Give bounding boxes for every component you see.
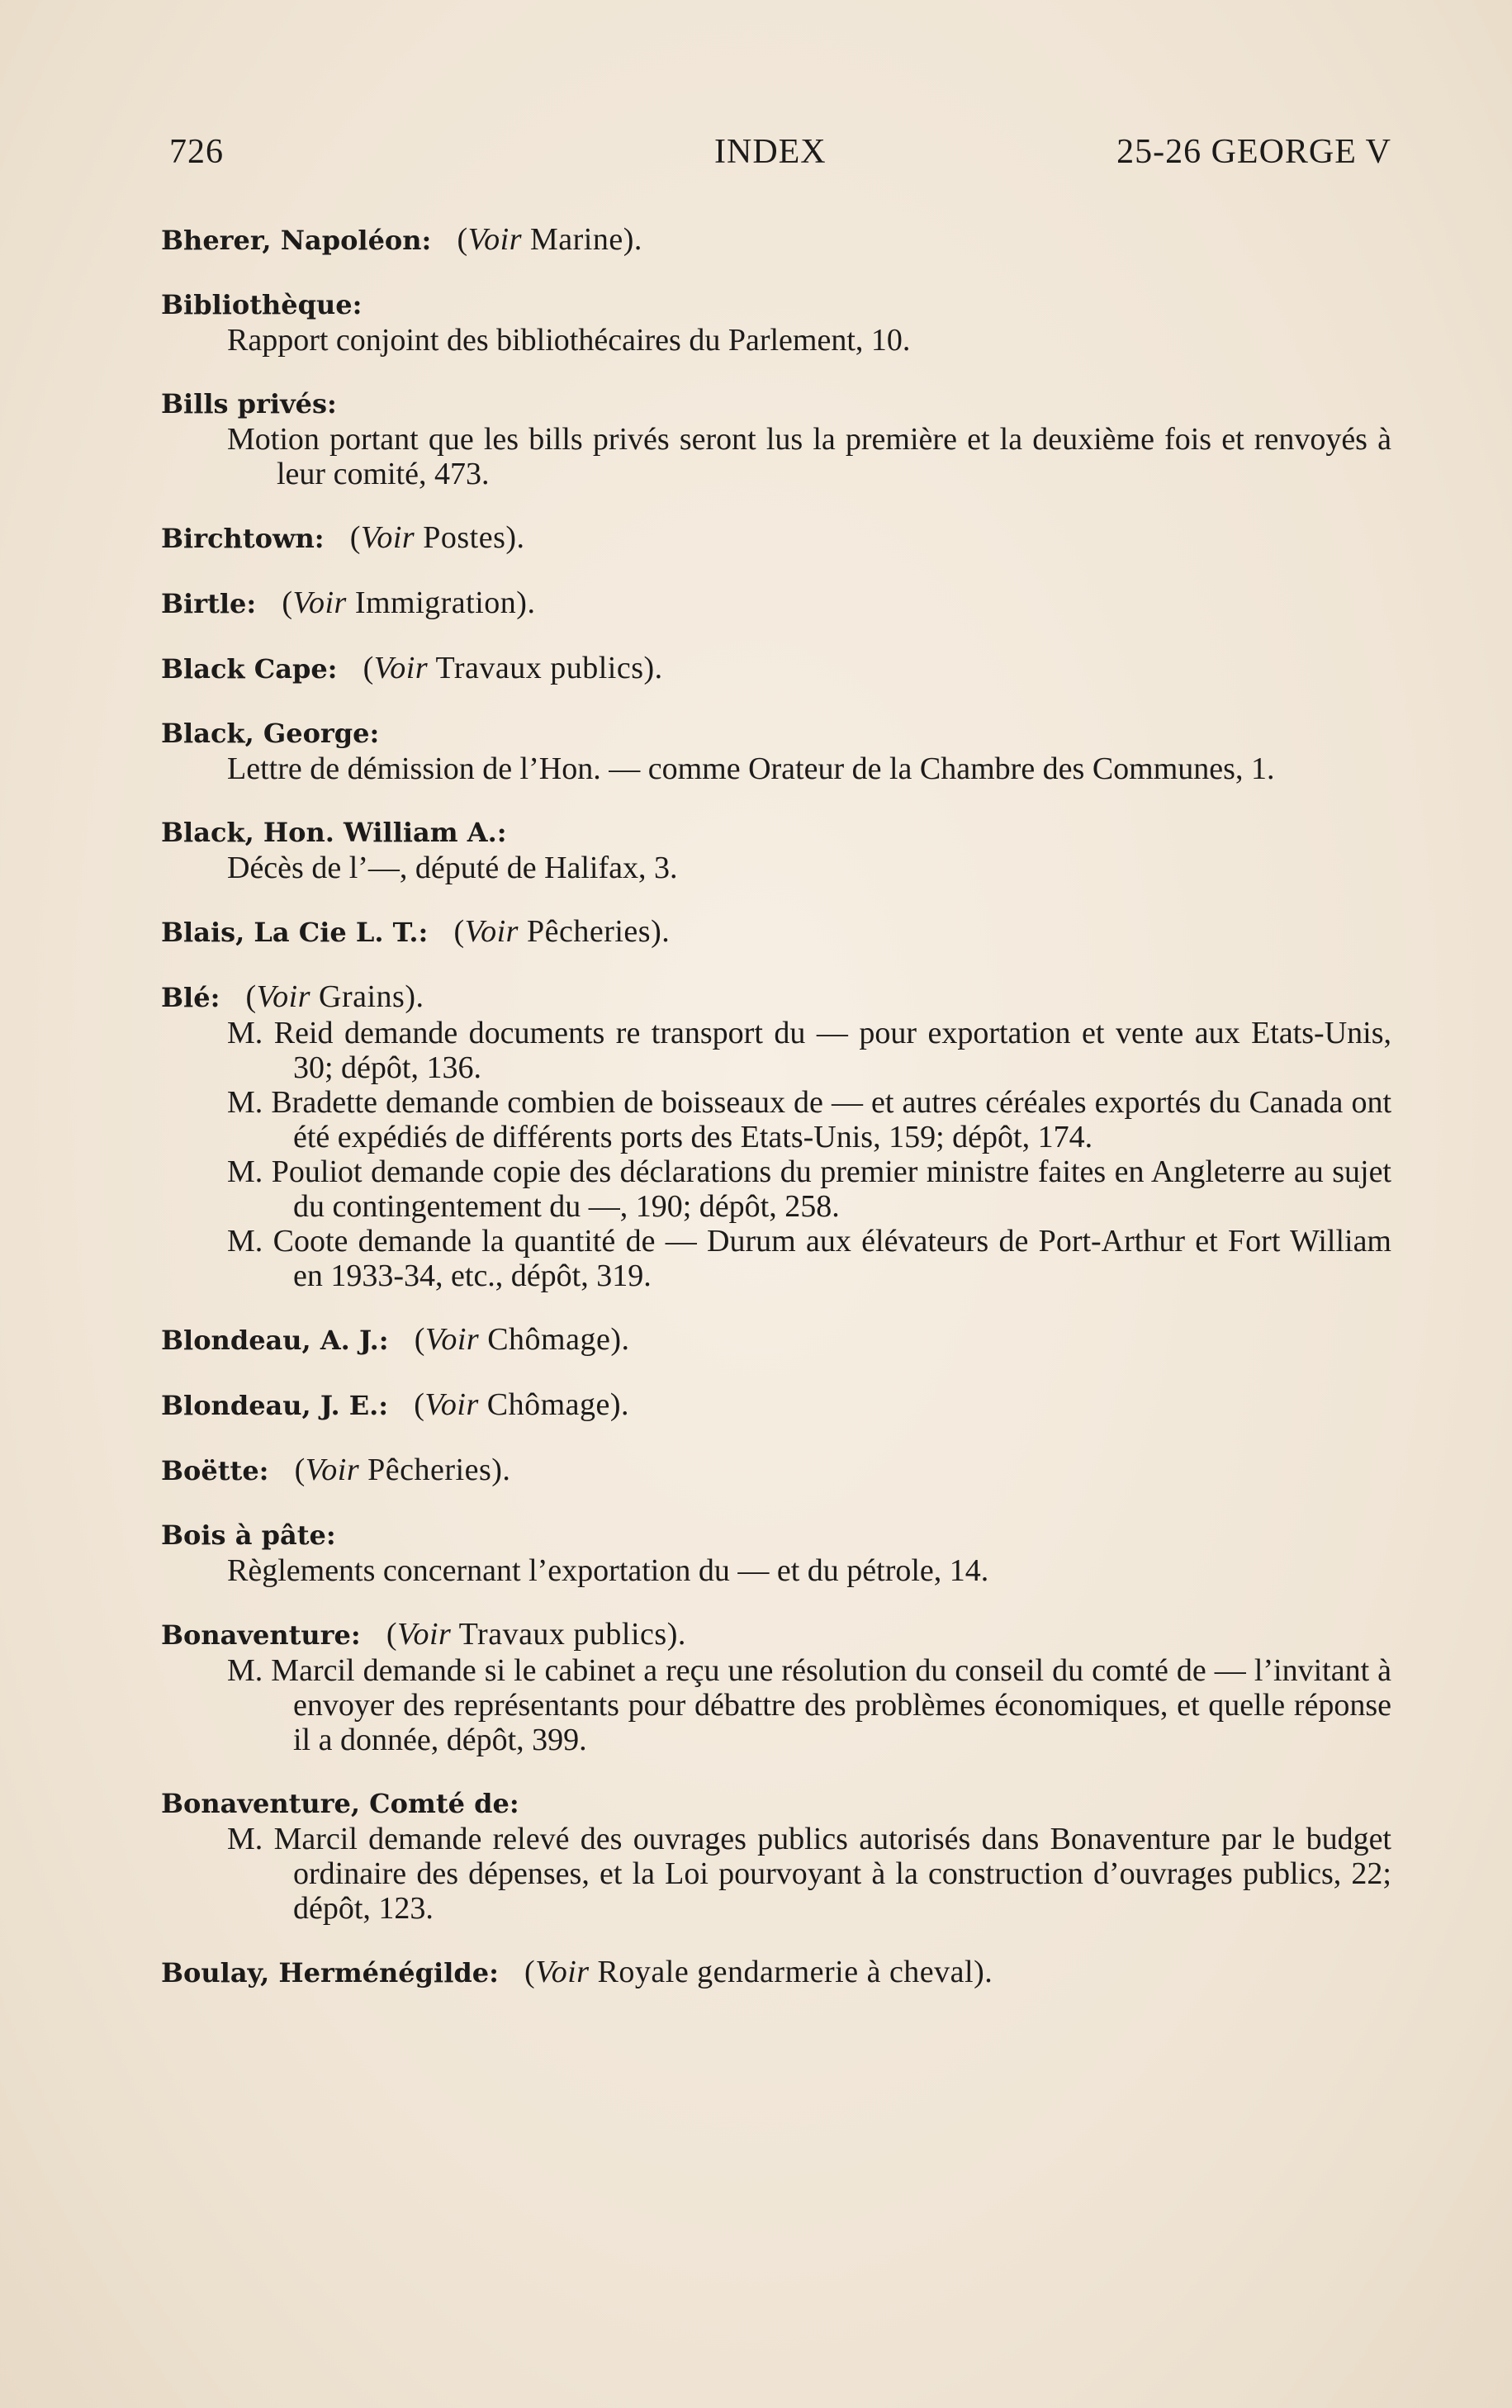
index-entry [161, 386, 1391, 491]
index-entry [161, 650, 1391, 687]
entry-term: Boëtte: [161, 1455, 269, 1486]
subentry: M. Coote demande la quantité de — Durum aux élévateurs de Port-Arthur et Fort William en 1933-34, etc., dépôt, 319. [227, 1224, 1391, 1293]
entry-term: Birtle: [161, 588, 257, 619]
index-entry [161, 221, 1391, 258]
see-reference: (Voir Pêcheries). [277, 1453, 511, 1487]
see-reference: (Voir Chômage). [397, 1322, 630, 1357]
subentry: M. Marcil demande si le cabinet a reçu une résolution du conseil du comté de — l’invitant à envoyer des représentants pour débattre des problèmes économiques, et quelle réponse il a donnée, dépôt, 399. [227, 1653, 1391, 1757]
subentry: Rapport conjoint des bibliothécaires du Parlement, 10. [227, 323, 911, 358]
entry-term: Black, Hon. William A.: [161, 817, 507, 848]
subentry: Lettre de démission de l’Hon. — comme Orateur de la Chambre des Communes, 1. [227, 751, 1275, 786]
entry-term: Blondeau, J. E.: [161, 1390, 389, 1421]
entry-term: Blais, La Cie L. T.: [161, 917, 429, 948]
subentry: Règlements concernant l’exportation du — et du pétrole, 14. [227, 1553, 989, 1588]
entry-term: Bonaventure, Comté de: [161, 1788, 519, 1819]
see-reference: (Voir Royale gendarmerie à cheval). [508, 1955, 993, 1989]
index-entry [161, 979, 1391, 1293]
session-label: 25-26 GEORGE V [1116, 133, 1391, 171]
page-number: 726 [169, 133, 224, 171]
see-reference: (Voir Chômage). [397, 1387, 630, 1422]
entry-term: Blondeau, A. J.: [161, 1325, 389, 1356]
entry-term: Black Cape: [161, 653, 338, 685]
page-header [169, 132, 1391, 182]
entry-term: Bois à pâte: [161, 1519, 336, 1551]
subentry: M. Bradette demande combien de boisseaux de — et autres céréales exportés du Canada ont été expédiés de différents ports des Etats-Unis, 159; dépôt, 174. [227, 1085, 1391, 1154]
index-entry [161, 1321, 1391, 1358]
see-reference: (Voir Grains). [229, 979, 424, 1014]
see-reference: (Voir Pêcheries). [437, 914, 671, 949]
index-entry [161, 1517, 1391, 1588]
see-reference: (Voir Travaux publics). [369, 1617, 686, 1652]
entry-term: Black, George: [161, 718, 380, 749]
subentry: Motion portant que les bills privés seront lus la première et la deuxième fois et renvoyés à leur comité, 473. [227, 422, 1391, 491]
see-reference: (Voir Immigration). [265, 585, 536, 620]
entry-term: Blé: [161, 982, 220, 1013]
index-entry [161, 585, 1391, 622]
running-title: INDEX [714, 133, 827, 171]
index-entry [161, 1954, 1391, 1991]
index-entry [161, 1785, 1391, 1926]
entry-term: Bonaventure: [161, 1619, 361, 1651]
index-entry [161, 814, 1391, 885]
index-entry [161, 519, 1391, 557]
entry-term: Boulay, Herménégilde: [161, 1957, 499, 1988]
subentry: M. Reid demande documents re transport du — pour exportation et vente aux Etats-Unis, 30; dépôt, 136. [227, 1016, 1391, 1085]
entry-term: Bibliothèque: [161, 289, 363, 320]
see-reference: (Voir Postes). [333, 520, 525, 555]
subentry: M. Pouliot demande copie des déclarations du premier ministre faites en Angleterre au sujet du contingentement du —, 190; dépôt, 258. [227, 1154, 1391, 1224]
entry-term: Bherer, Napoléon: [161, 225, 432, 256]
subentry: M. Marcil demande relevé des ouvrages publics autorisés dans Bonaventure par le budget ordinaire des dépenses, et la Loi pourvoyant à la construction d’ouvrages publics, 22; dépôt, 123. [227, 1822, 1391, 1926]
index-entry [161, 913, 1391, 950]
index-entry [161, 715, 1391, 786]
entry-term: Birchtown: [161, 523, 325, 554]
index-entry [161, 1452, 1391, 1489]
index-entry [161, 1386, 1391, 1424]
see-reference: (Voir Travaux publics). [346, 651, 663, 685]
subentry: Décès de l’—, député de Halifax, 3. [227, 851, 678, 885]
index-entry [161, 287, 1391, 358]
see-reference: (Voir Marine). [440, 222, 642, 257]
index-entries [161, 221, 1391, 2019]
entry-term: Bills privés: [161, 388, 337, 420]
index-entry [161, 1616, 1391, 1757]
